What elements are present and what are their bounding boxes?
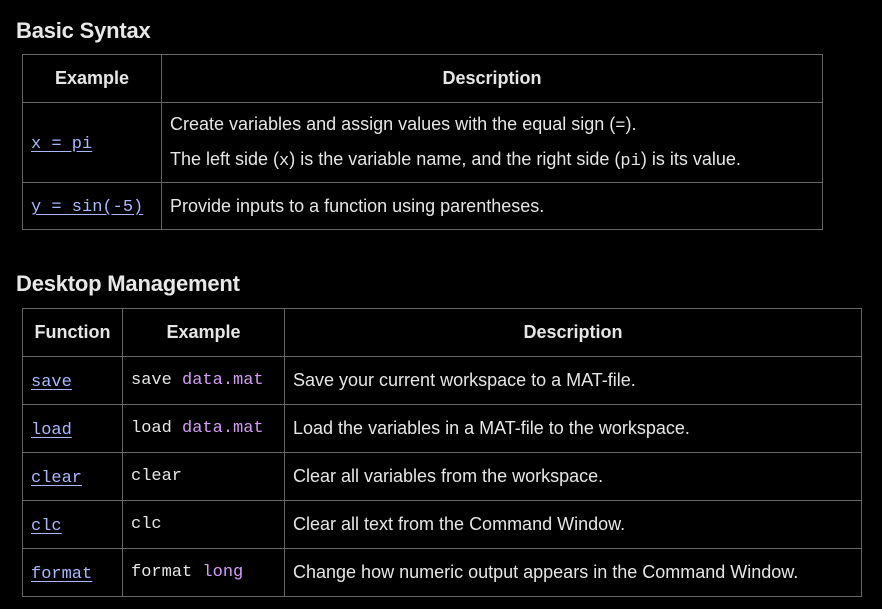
function-cell (23, 549, 123, 597)
example-link-sin[interactable]: y = sin(-5) (31, 198, 144, 217)
inline-code: = (615, 116, 626, 136)
column-header-example: Example (123, 309, 285, 357)
basic-syntax-table (22, 54, 823, 230)
table-row (23, 405, 862, 453)
function-link-load[interactable]: load (31, 420, 72, 440)
example-command: clc (131, 515, 162, 534)
example-argument: data.mat (182, 371, 264, 390)
description-cell: Load the variables in a MAT-file to the workspace. (285, 405, 862, 453)
function-link-format[interactable]: format (31, 564, 93, 584)
desktop-management-table (22, 308, 862, 597)
example-cell (23, 183, 162, 230)
function-cell (23, 453, 123, 501)
example-cell (23, 103, 162, 183)
desc-text: ). (625, 113, 637, 134)
example-cell (123, 357, 285, 405)
example-cell (123, 453, 285, 501)
description-cell: Clear all variables from the workspace. (285, 453, 862, 501)
desktop-management-heading: Desktop Management (16, 271, 240, 296)
example-command: load (131, 419, 172, 438)
table-row (23, 549, 862, 597)
inline-code: pi (620, 151, 641, 171)
example-command: clear (131, 467, 183, 486)
function-link-clc[interactable]: clc (31, 516, 62, 536)
column-header-description: Description (162, 55, 823, 103)
example-argument: long (202, 563, 244, 582)
inline-code: x (279, 151, 290, 171)
description-cell: Change how numeric output appears in the Command Window. (285, 549, 862, 597)
example-cell (123, 549, 285, 597)
desc-text: ) is its value. (640, 148, 741, 169)
table-row (23, 453, 862, 501)
description-cell: Clear all text from the Command Window. (285, 501, 862, 549)
function-cell (23, 357, 123, 405)
example-command: save (131, 371, 172, 390)
column-header-example: Example (23, 55, 162, 103)
table-row (23, 183, 823, 230)
desc-text: The left side ( (170, 148, 280, 169)
function-cell (23, 405, 123, 453)
function-link-save[interactable]: save (31, 372, 72, 392)
description-cell (162, 103, 823, 183)
description-cell: Provide inputs to a function using parentheses. (162, 183, 823, 230)
description-line-2 (170, 143, 814, 178)
table-header-row (23, 309, 862, 357)
example-argument: data.mat (182, 419, 264, 438)
table-row (23, 501, 862, 549)
column-header-description: Description (285, 309, 862, 357)
desc-text: ) is the variable name, and the right side ( (289, 148, 621, 169)
table-row (23, 357, 862, 405)
table-header-row (23, 55, 823, 103)
basic-syntax-heading: Basic Syntax (16, 18, 151, 43)
example-link-x-pi[interactable]: x = pi (31, 134, 93, 154)
example-command: format (131, 563, 193, 582)
example-cell (123, 501, 285, 549)
function-link-clear[interactable]: clear (31, 468, 83, 488)
description-line-1 (170, 108, 814, 143)
function-cell (23, 501, 123, 549)
column-header-function: Function (23, 309, 123, 357)
description-cell: Save your current workspace to a MAT-file. (285, 357, 862, 405)
table-row (23, 103, 823, 183)
desc-text: Create variables and assign values with the equal sign ( (170, 113, 616, 134)
example-cell (123, 405, 285, 453)
